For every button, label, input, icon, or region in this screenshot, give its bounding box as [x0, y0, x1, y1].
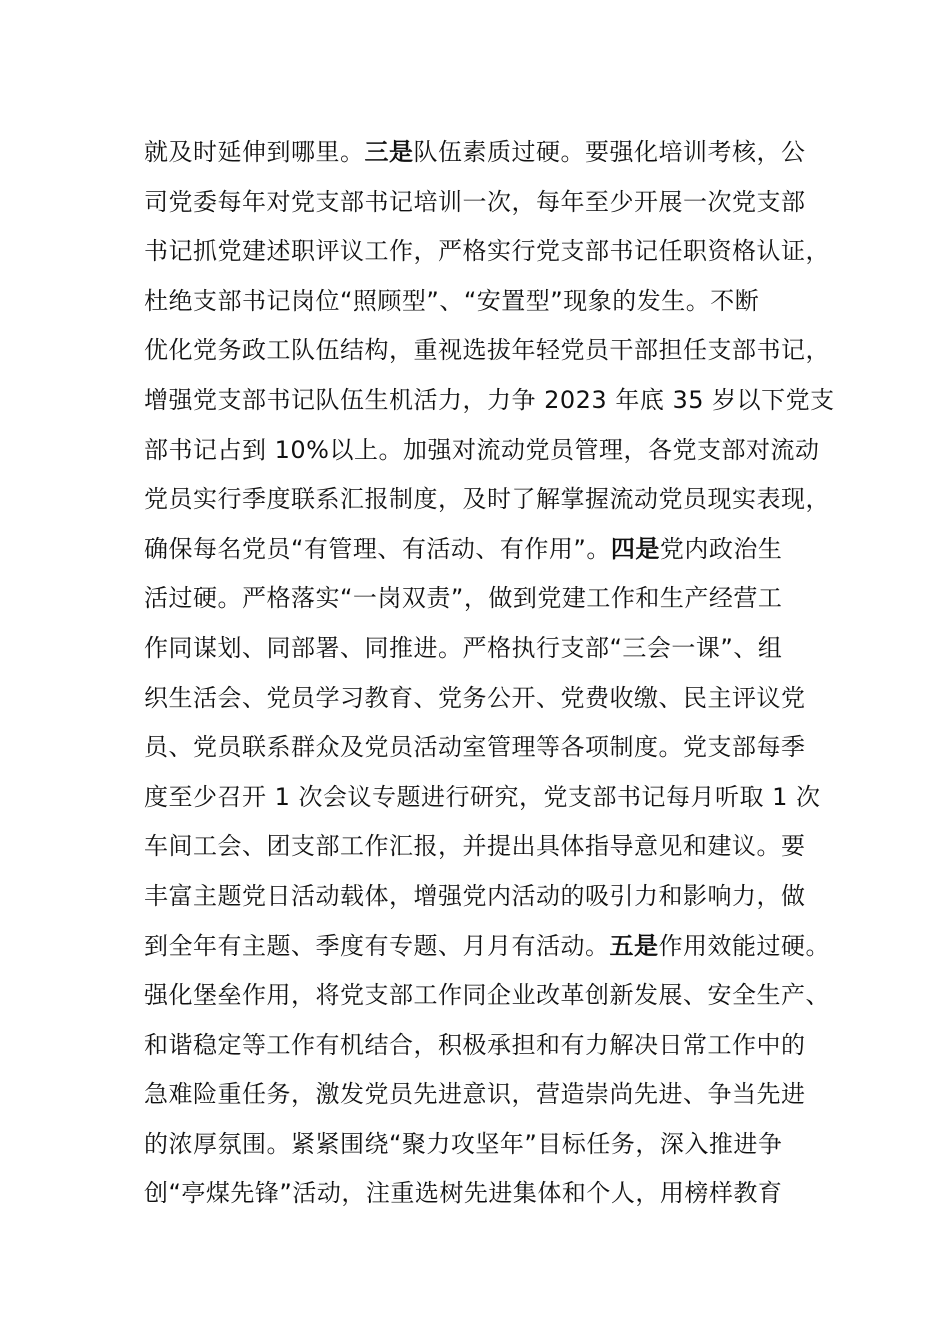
text-segment: 织生活会、党员学习教育、党务公开、党费收缴、民主评议党 [144, 683, 806, 712]
text-segment: 的浓厚氛围。紧紧围绕“聚力攻坚年”目标任务，深入推进争 [144, 1129, 783, 1158]
text-segment: 部书记占到 10%以上。加强对流动党员管理，各党支部对流动 [144, 435, 820, 464]
text-segment: 作同谋划、同部署、同推进。严格执行支部“三会一课”、组 [144, 633, 783, 662]
text-segment: 强化堡垒作用，将党支部工作同企业改革创新发展、安全生产、 [144, 981, 830, 1010]
text-line [144, 227, 830, 277]
text-segment: 司党委每年对党支部书记培训一次，每年至少开展一次党支部 [144, 187, 806, 216]
text-line [144, 872, 804, 922]
text-line [144, 624, 804, 674]
text-segment: 度至少召开 1 次会议专题进行研究，党支部书记每月听取 1 次 [144, 782, 821, 811]
text-segment: 活过硬。严格落实“一岗双责”，做到党建工作和生产经营工 [144, 584, 783, 613]
text-line [144, 525, 804, 575]
text-line [144, 128, 804, 178]
text-line [144, 326, 830, 376]
text-segment: 就及时延伸到哪里。 [144, 138, 365, 166]
text-segment: 到全年有主题、季度有专题、月月有活动。 [144, 931, 610, 960]
bold-text-segment: 四是 [610, 534, 660, 563]
text-line [144, 674, 804, 724]
text-line [144, 971, 830, 1021]
body-text [144, 128, 835, 1219]
text-segment: 丰富主题党日活动载体，增强党内活动的吸引力和影响力，做 [144, 881, 806, 910]
text-segment: 作用效能过硬。 [658, 931, 830, 960]
text-segment: 确保每名党员“有管理、有活动、有作用”。 [144, 534, 611, 563]
text-segment: 杜绝支部书记岗位“照顾型”、“安置型”现象的发生。不断 [144, 286, 760, 315]
text-segment: 党内政治生 [659, 534, 783, 563]
text-line [144, 1120, 804, 1170]
text-line [144, 822, 804, 872]
bold-text-segment: 三是 [364, 138, 414, 166]
text-line [144, 574, 804, 624]
text-segment: 和谐稳定等工作有机结合，积极承担和有力解决日常工作中的 [144, 1030, 806, 1059]
text-segment: 急难险重任务，激发党员先进意识，营造崇尚先进、争当先进 [144, 1080, 806, 1109]
text-line [144, 922, 830, 972]
text-segment: 增强党支部书记队伍生机活力，力争 2023 年底 35 岁以下党支 [144, 385, 835, 414]
text-line [144, 475, 830, 525]
text-line [144, 1169, 804, 1219]
text-segment: 员、党员联系群众及党员活动室管理等各项制度。党支部每季 [144, 733, 806, 762]
text-line [144, 178, 804, 228]
text-line [144, 376, 835, 426]
text-segment: 党员实行季度联系汇报制度，及时了解掌握流动党员现实表现， [144, 485, 830, 514]
text-segment: 创“亭煤先锋”活动，注重选树先进集体和个人，用榜样教育 [144, 1179, 783, 1208]
text-line [144, 1021, 804, 1071]
text-segment: 队伍素质过硬。要强化培训考核，公 [413, 138, 806, 166]
text-segment: 车间工会、团支部工作汇报，并提出具体指导意见和建议。要 [144, 832, 806, 861]
text-line [144, 277, 804, 327]
text-line [144, 1070, 804, 1120]
text-line [144, 426, 820, 476]
text-segment: 书记抓党建述职评议工作，严格实行党支部书记任职资格认证， [144, 237, 830, 266]
text-line [144, 773, 821, 823]
bold-text-segment: 五是 [609, 931, 659, 960]
text-line [144, 723, 804, 773]
text-segment: 优化党务政工队伍结构，重视选拔年轻党员干部担任支部书记， [144, 336, 830, 365]
